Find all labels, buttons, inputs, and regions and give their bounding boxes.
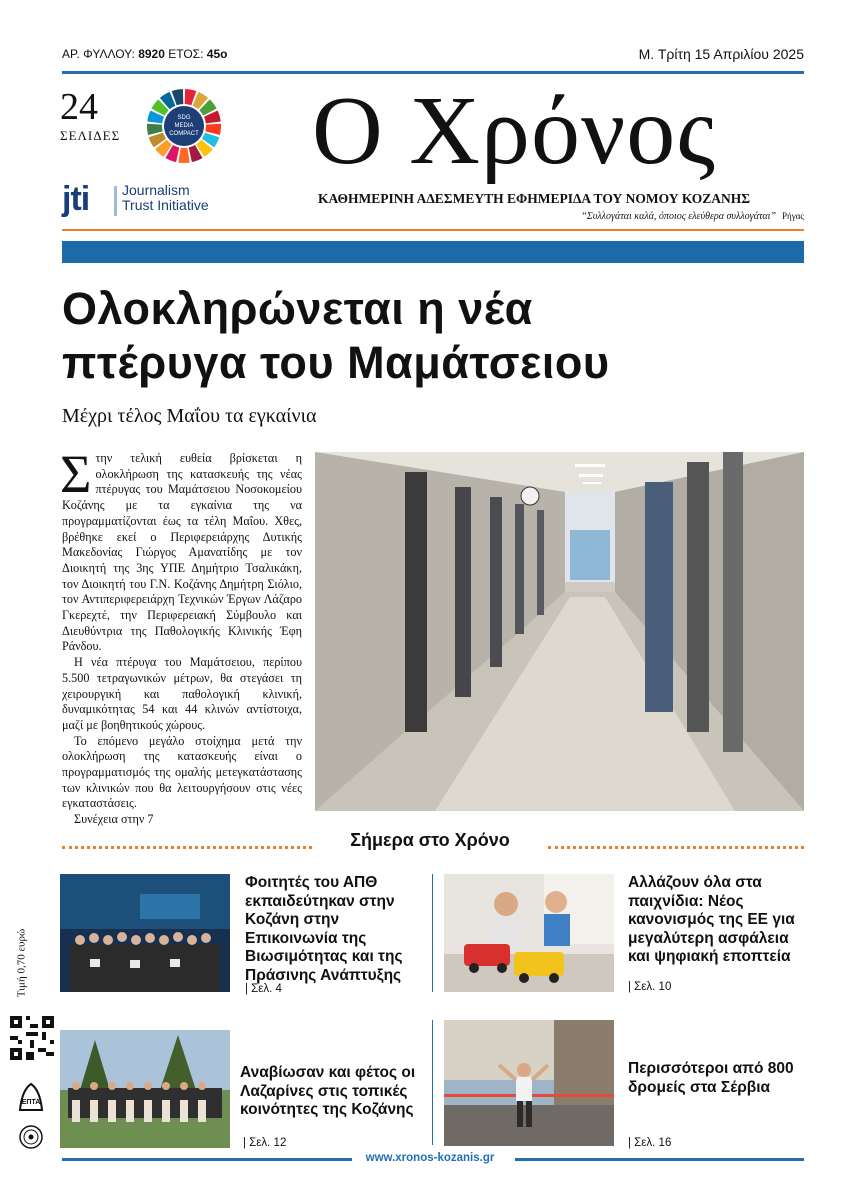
jti-text [122, 183, 209, 213]
newspaper-title: Ο Χρόνος [312, 77, 717, 185]
article-paragraph-2: Η νέα πτέρυγα του Μαμάτσειου, περίπου 5.500 τετραγωνικών μέτρων, θα στεγάσει τη χειρουργική και παθολογική κλινική, δυναμικότητας 54 και 44 κλινών αντίστοιχα, μαζί με βοηθητικούς χώρους. [62, 655, 302, 732]
newspaper-subtitle: ΚΑΘΗΜΕΡΙΝΗ ΑΔΕΣΜΕΥΤΗ ΕΦΗΜΕΡΙΔΑ ΤΟΥ ΝΟΜΟΥ ΚΟΖΑΝΗΣ [318, 191, 751, 206]
teaser-1-photo[interactable] [60, 874, 230, 992]
issue-number: 8920 [138, 47, 165, 61]
epta-logo [16, 1080, 46, 1116]
dropcap: Σ [60, 444, 92, 504]
blue-band [62, 241, 804, 263]
pages-label: ΣΕΛΙΔΕΣ [60, 128, 121, 143]
issue-date: Μ. Τρίτη 15 Απριλίου 2025 [638, 46, 804, 62]
section-title: Σήμερα στο Χρόνο [350, 830, 510, 850]
masthead-rule [62, 229, 804, 231]
sdg-media-compact-logo [146, 88, 222, 164]
teaser-2-photo[interactable] [444, 874, 614, 992]
hospital-corridor-photo [315, 452, 804, 811]
seal-logo [18, 1124, 44, 1150]
teaser-3-photo[interactable] [60, 1030, 230, 1148]
qr-code-icon[interactable] [10, 1016, 54, 1060]
main-article [60, 444, 302, 828]
main-headline [62, 282, 802, 390]
motto [581, 211, 804, 222]
jti-line1: Journalism [122, 182, 190, 198]
sdg-line2: MEDIA [174, 123, 194, 129]
jti-line2: Trust Initiative [122, 197, 209, 213]
teaser-2-title[interactable]: Αλλάζουν όλα στα παιχνίδια: Νέος κανονισμός της ΕΕ για μεγαλύτερη ασφάλεια και ψηφιακή εποπτεία [628, 874, 795, 965]
website-link[interactable]: www.xronos-kozanis.gr [365, 1152, 495, 1164]
price [15, 925, 36, 1005]
teaser-3-title[interactable]: Αναβίωσαν και φέτος οι Λαζαρίνες στις τοπικές κοινότητες της Κοζάνης [240, 1064, 416, 1118]
teaser-4-page[interactable]: | Σελ. 16 [628, 1137, 672, 1149]
teaser-3-page[interactable]: | Σελ. 12 [243, 1137, 287, 1149]
continued-link[interactable]: Συνέχεια στην 7 [74, 812, 154, 827]
motto-text: “Συλλογάται καλά, όποιος ελεύθερα συλλογάται” [581, 211, 777, 222]
sdg-segment [205, 124, 221, 135]
epta-text: ΕΠΤΑ [21, 1099, 41, 1106]
year-label: ΕΤΟΣ: [168, 47, 204, 61]
article-paragraph-3: Το επόμενο μεγάλο στοίχημα μετά την ολοκλήρωση της κατασκευής είναι ο προγραμματισμός της ομαλής μετεγκατάστασης των κλινικών που θα λειτουργήσουν στις νέες εγκαταστάσεις. [62, 733, 302, 811]
teaser-2-page[interactable]: | Σελ. 10 [628, 981, 672, 993]
teaser-4-title[interactable]: Περισσότεροι από 800 δρομείς στα Σέρβια [628, 1060, 794, 1096]
issue-label: ΑΡ. ΦΥΛΛΟΥ: [62, 47, 135, 61]
sdg-segment [147, 124, 163, 135]
motto-author: Ρήγας [782, 211, 804, 221]
teaser-divider-top [432, 874, 433, 992]
section-dots-left [62, 846, 312, 849]
teaser-divider-bottom [432, 1020, 433, 1145]
article-paragraph-1: την τελική ευθεία βρίσκεται η ολοκλήρωση της κατασκευής της νέας πτέρυγας του Μαμάτσειου Νοσοκομείου Κοζάνης με τα εγκαίνια της να προγραμματίζονται έως τα τέλη Μαΐου. Χθες, βρέθηκε εκεί ο Περιφερειάρχης Δυτικής Μακεδονίας Γιώργος Αμανατίδης με τον Διοικητή της 3ης ΥΠΕ Δημήτριο Τσαλικάκη, τον Διοικητή του Γ.Ν. Κοζάνης Δημήτρη Σιόλιο, τον Αντιπεριφερειάρχη Τεχνικών Έργων Λάζαρο Γκερεχτέ, την Περιφερειακή Σύμβουλο και Διευθύντρια της Παθολογικής Κλινικής Έφη Ράνδου. [62, 451, 302, 654]
teaser-1-title[interactable]: Φοιτητές του ΑΠΘ εκπαιδεύτηκαν στην Κοζάνη στην Επικοινωνία της Βιωσιμότητας και της Πράσινης Ανάπτυξης [245, 874, 403, 984]
sdg-line1: SDG [177, 115, 191, 121]
jti-mark: jti [62, 180, 90, 218]
top-rule [62, 71, 804, 74]
headline-line1: Ολοκληρώνεται η νέα [62, 283, 533, 334]
jti-divider [114, 186, 117, 216]
main-kicker: Μέχρι τέλος Μαΐου τα εγκαίνια [62, 405, 317, 427]
teaser-4-photo[interactable] [444, 1020, 614, 1146]
section-dots-right [548, 846, 804, 849]
sdg-segment [178, 148, 189, 163]
issue-info [62, 47, 227, 61]
pages-count: 24 [60, 86, 98, 128]
jti-logo [62, 180, 209, 219]
sdg-line3: COMPACT [169, 131, 199, 137]
year-number: 45ο [206, 47, 228, 61]
price-text: Τιμή 0,70 ευρώ [15, 928, 28, 998]
headline-line2: πτέρυγα του Μαμάτσειου [62, 337, 610, 388]
teaser-1-page[interactable]: | Σελ. 4 [245, 983, 282, 995]
